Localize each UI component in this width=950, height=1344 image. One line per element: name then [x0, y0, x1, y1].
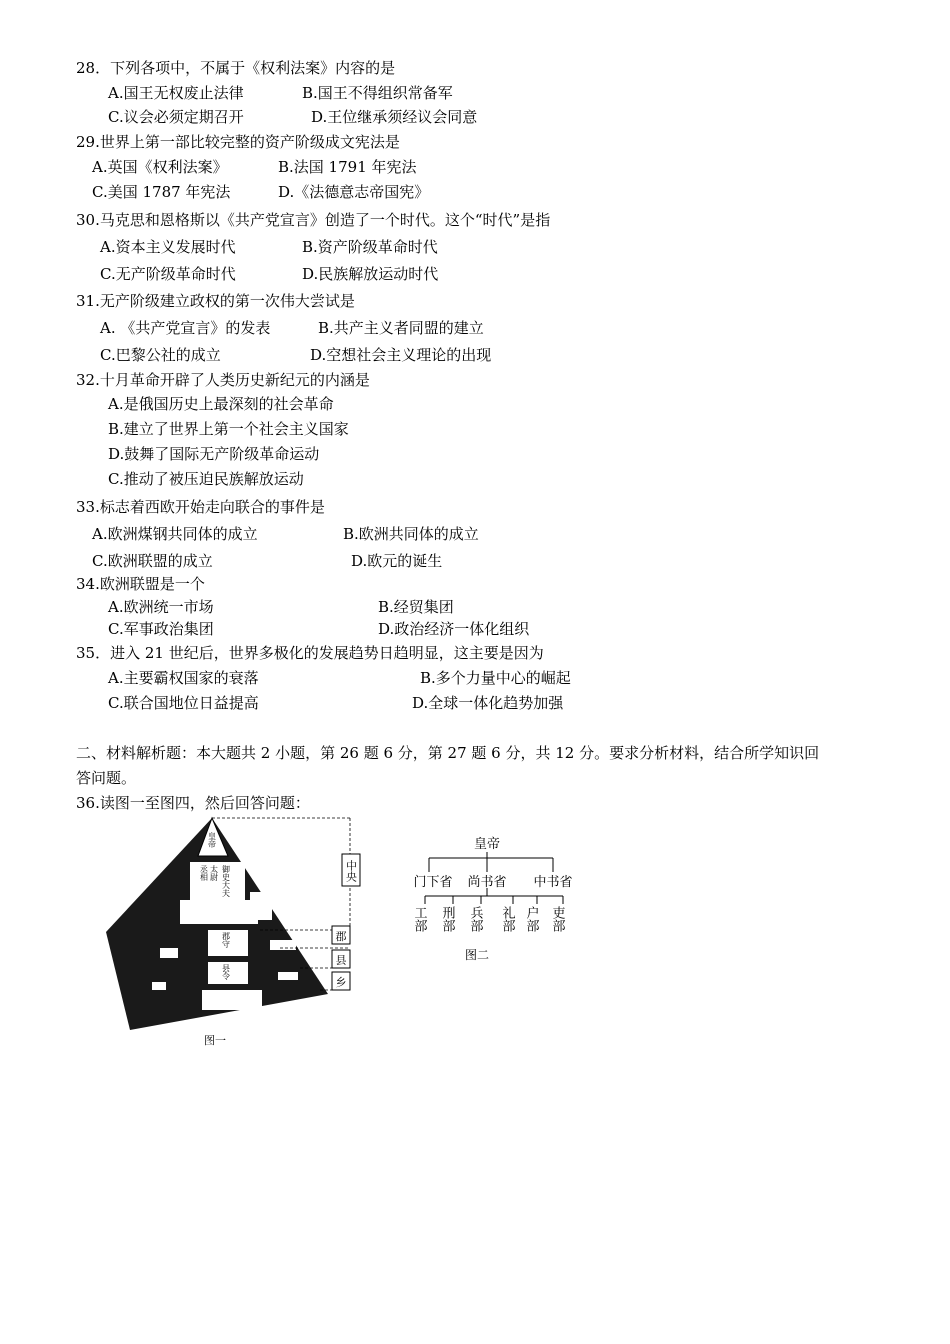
q30-option-a: A.资本主义发展时代	[100, 238, 236, 256]
fig2-top-emperor: 皇帝	[473, 837, 501, 852]
q31-option-b: B.共产主义者同盟的建立	[318, 319, 484, 337]
fig2-dept-zhongshu: 中书省	[533, 875, 573, 890]
figure-2-org-chart	[405, 834, 595, 964]
q30-option-b: B.资产阶级革命时代	[302, 238, 438, 256]
q33-option-d: D.欧元的诞生	[351, 552, 443, 570]
q33-option-b: B.欧洲共同体的成立	[343, 525, 479, 543]
q33-option-a: A.欧洲煤钢共同体的成立	[92, 525, 258, 543]
q28-stem: 28．下列各项中，不属于《权利法案》内容的是	[76, 59, 396, 77]
fig2-ministry-personnel: 吏部	[549, 906, 565, 932]
fig2-ministry-justice: 刑部	[439, 906, 455, 932]
q34-option-d: D.政治经济一体化组织	[378, 620, 530, 638]
q32-option-3: D.鼓舞了国际无产阶级革命运动	[108, 445, 320, 463]
q33-stem: 33.标志着西欧开始走向联合的事件是	[76, 498, 325, 516]
q31-option-d: D.空想社会主义理论的出现	[310, 346, 492, 364]
q30-option-c: C.无产阶级革命时代	[100, 265, 236, 283]
q29-option-d: D.《法德意志帝国宪》	[278, 183, 430, 201]
fig2-dept-shangshu: 尚书省	[467, 875, 507, 890]
q32-stem: 32.十月革命开辟了人类历史新纪元的内涵是	[76, 371, 370, 389]
fig1-level-county: 县	[335, 954, 347, 967]
fig1-level-township: 乡	[335, 976, 347, 989]
q35-option-d: D.全球一体化趋势加强	[412, 694, 564, 712]
fig1-official-grand-commandant: 太尉	[209, 865, 219, 881]
fig1-level-commandery: 郡	[335, 930, 347, 943]
q29-option-a: A.英国《权利法案》	[92, 158, 228, 176]
fig2-ministry-rites: 礼部	[499, 906, 515, 932]
section2-heading-line1: 二、材料解析题：本大题共 2 小题，第 26 题 6 分，第 27 题 6 分，共 12 分。要求分析材料，结合所学知识回	[76, 744, 820, 762]
q28-option-b: B.国王不得组织常备军	[302, 84, 453, 102]
q29-option-b: B.法国 1791 年宪法	[278, 158, 417, 176]
fig1-top-label: 皇帝	[207, 832, 217, 848]
fig1-official-magistrate: 县令	[221, 964, 231, 980]
figure-1-pyramid-diagram	[100, 812, 370, 1052]
q32-option-2: B.建立了世界上第一个社会主义国家	[108, 420, 349, 438]
fig1-official-censor: 御史大夫	[221, 865, 231, 897]
q31-option-a: A. 《共产党宣言》的发表	[100, 319, 271, 337]
q28-option-a: A.国王无权废止法律	[108, 84, 244, 102]
q35-stem: 35．进入 21 世纪后，世界多极化的发展趋势日趋明显，这主要是因为	[76, 644, 544, 662]
q31-stem: 31.无产阶级建立政权的第一次伟大尝试是	[76, 292, 355, 310]
q33-option-c: C.欧洲联盟的成立	[92, 552, 213, 570]
q34-option-b: B.经贸集团	[378, 598, 454, 616]
q35-option-c: C.联合国地位日益提高	[108, 694, 259, 712]
q35-option-a: A.主要霸权国家的衰落	[108, 669, 259, 687]
section2-heading-line2: 答问题。	[76, 769, 137, 787]
fig2-dept-menxia: 门下省	[413, 875, 453, 890]
q31-option-c: C.巴黎公社的成立	[100, 346, 221, 364]
q34-stem: 34.欧洲联盟是一个	[76, 575, 205, 593]
q28-option-c: C.议会必须定期召开	[108, 108, 244, 126]
q29-stem: 29.世界上第一部比较完整的资产阶级成文宪法是	[76, 133, 400, 151]
q29-option-c: C.美国 1787 年宪法	[92, 183, 231, 201]
fig1-level-central: 中央	[344, 860, 358, 882]
q36-stem: 36.读图一至图四，然后回答问题：	[76, 794, 310, 812]
q34-option-c: C.军事政治集团	[108, 620, 214, 638]
fig1-official-chancellor: 丞相	[199, 865, 209, 881]
q28-option-d: D.王位继承须经议会同意	[311, 108, 478, 126]
fig2-ministry-revenue: 户部	[523, 906, 539, 932]
fig2-caption: 图二	[464, 948, 490, 962]
q35-option-b: B.多个力量中心的崛起	[420, 669, 571, 687]
q34-option-a: A.欧洲统一市场	[108, 598, 214, 616]
q30-stem: 30.马克思和恩格斯以《共产党宣言》创造了一个时代。这个“时代”是指	[76, 211, 551, 229]
fig2-ministry-works: 工部	[411, 906, 427, 932]
fig1-caption: 图一	[204, 1034, 226, 1047]
q32-option-1: A.是俄国历史上最深刻的社会革命	[108, 395, 334, 413]
q30-option-d: D.民族解放运动时代	[302, 265, 439, 283]
fig2-ministry-war: 兵部	[467, 906, 483, 932]
q32-option-4: C.推动了被压迫民族解放运动	[108, 470, 304, 488]
fig1-official-governor: 郡守	[221, 932, 231, 948]
